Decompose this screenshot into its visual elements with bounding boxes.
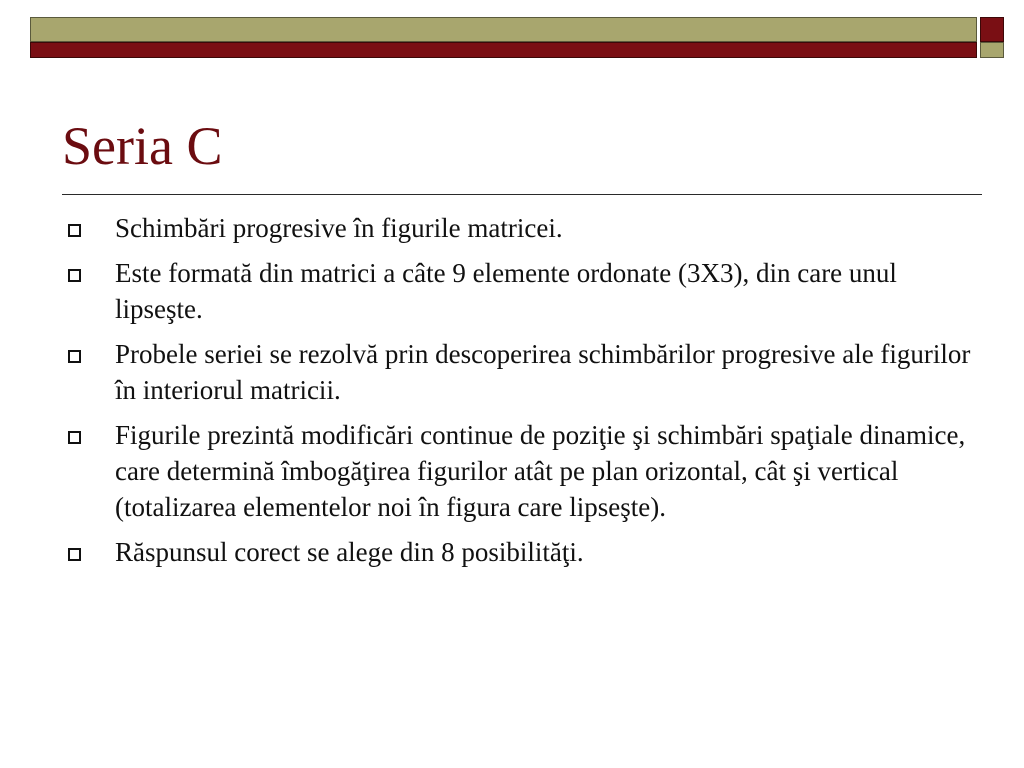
header-maroon-square [980,17,1004,42]
square-bullet-icon [68,224,81,237]
slide-title: Seria C [62,116,223,176]
bullet-item [62,336,972,408]
header-olive-bar [30,17,977,42]
bullet-text: Răspunsul corect se alege din 8 posibilităţi. [115,537,584,567]
bullet-item [62,417,972,525]
bullet-text: Schimbări progresive în figurile matricei. [115,213,563,243]
bullet-item [62,210,972,246]
square-bullet-icon [68,548,81,561]
header-olive-square [980,42,1004,58]
square-bullet-icon [68,350,81,363]
square-bullet-icon [68,269,81,282]
header-maroon-bar [30,42,977,58]
bullet-item [62,534,972,570]
square-bullet-icon [68,431,81,444]
bullet-text: Probele seriei se rezolvă prin descoperirea schimbărilor progresive ale figurilor în interiorul matricii. [115,339,971,405]
bullet-text: Este formată din matrici a câte 9 elemente ordonate (3X3), din care unul lipseşte. [115,258,897,324]
bullet-list [62,210,972,579]
title-divider [62,194,982,195]
bullet-text: Figurile prezintă modificări continue de poziţie şi schimbări spaţiale dinamice, care determină îmbogăţirea figurilor atât pe plan orizontal, cât şi vertical (totalizarea elementelor noi în figura care lipseşte). [115,420,966,522]
bullet-item [62,255,972,327]
